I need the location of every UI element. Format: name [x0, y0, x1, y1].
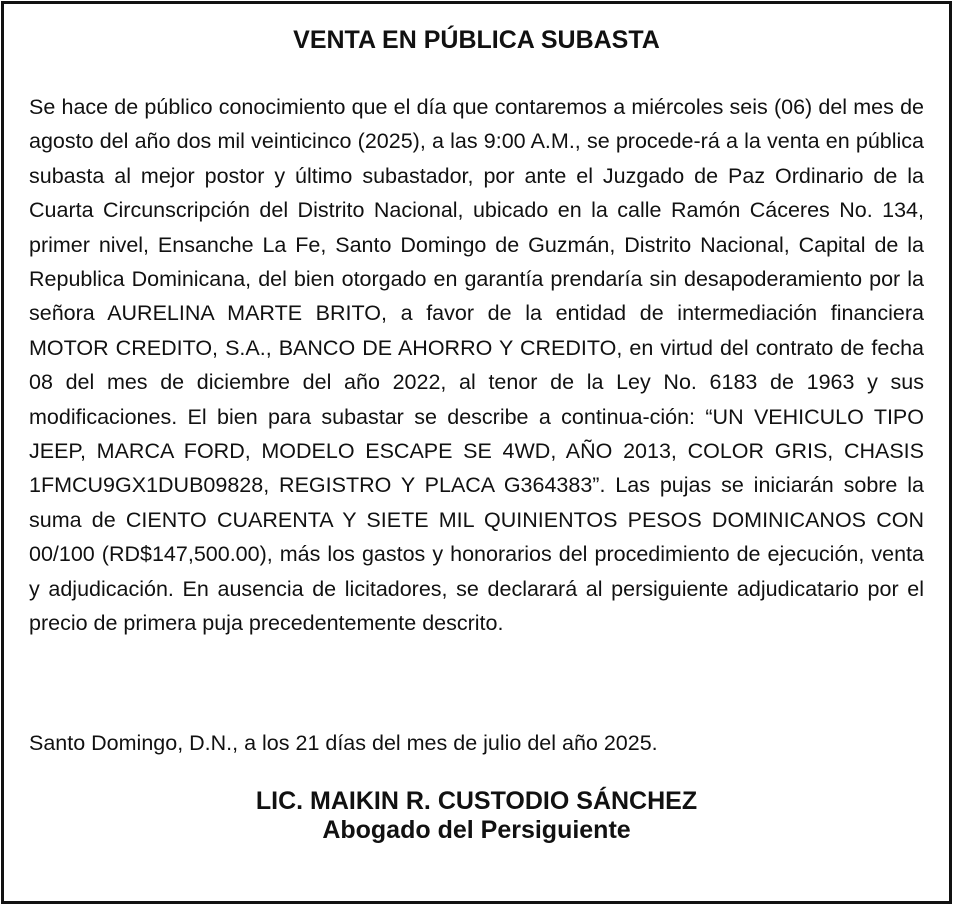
- signature-block: [4, 787, 949, 845]
- signer-name: LIC. MAIKIN R. CUSTODIO SÁNCHEZ: [255, 787, 698, 815]
- notice-frame: [1, 1, 952, 904]
- notice-body: Se hace de público conocimiento que el día que contaremos a miércoles seis (06) del mes de agosto del año dos mil veinticinco (2025), a las 9:00 A.M., se procede-rá a la venta en pública subasta al mejor postor y último subastador, por ante el Juzgado de Paz Ordinario de la Cuarta Circunscripción del Distrito Nacional, ubicado en la calle Ramón Cáceres No. 134, primer nivel, Ensanche La Fe, Santo Domingo de Guzmán, Distrito Nacional, Capital de la Republica Dominicana, del bien otorgado en garantía prendaría sin desapoderamiento por la señora AURELINA MARTE BRITO, a favor de la entidad de intermediación financiera MOTOR CREDITO, S.A., BANCO DE AHORRO Y CREDITO, en virtud del contrato de fecha 08 del mes de diciembre del año 2022, al tenor de la Ley No. 6183 de 1963 y sus modificaciones. El bien para subastar se describe a continua-ción: “UN VEHICULO TIPO JEEP, MARCA FORD, MODELO ESCAPE SE 4WD, AÑO 2013, COLOR GRIS, CHASIS 1FMCU9GX1DUB09828, REGISTRO Y PLACA G364383”. Las pujas se iniciarán sobre la suma de CIENTO CUARENTA Y SIETE MIL QUINIENTOS PESOS DOMINICANOS CON 00/100 (RD$147,500.00), más los gastos y honorarios del procedimiento de ejecución, venta y adjudicación. En ausencia de licitadores, se declarará al persiguiente adjudicatario por el precio de primera puja precedentemente descrito.: [29, 95, 924, 636]
- notice-closing: Santo Domingo, D.N., a los 21 días del mes de julio del año 2025.: [29, 731, 658, 755]
- notice-title: VENTA EN PÚBLICA SUBASTA: [293, 26, 660, 54]
- signer-role: Abogado del Persiguiente: [322, 816, 631, 844]
